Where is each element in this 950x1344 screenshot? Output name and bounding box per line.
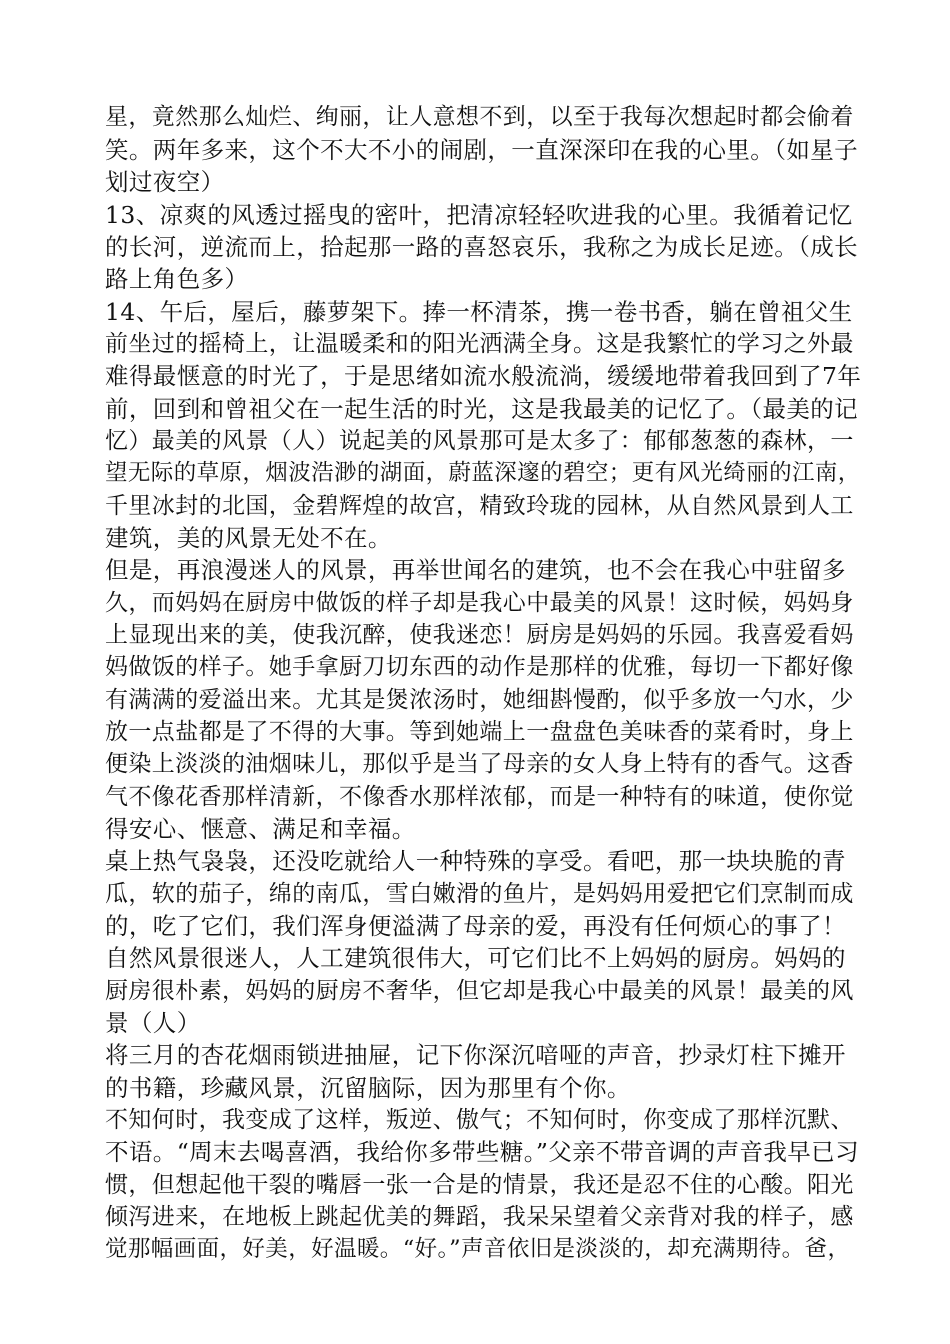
text-line: 有满满的爱溢出来。尤其是煲浓汤时，她细斟慢酌，似乎多放一勺水，少 bbox=[105, 687, 854, 713]
text-line: 14、午后，屋后，藤萝架下。捧一杯清茶，携一卷书香，躺在曾祖父生 bbox=[105, 298, 853, 326]
text-line: 星，竟然那么灿烂、绚丽，让人意想不到，以至于我每次想起时都会偷着 bbox=[105, 104, 854, 130]
text-line: 划过夜空） bbox=[105, 168, 225, 196]
text-line: 建筑，美的风景无处不在。 bbox=[105, 524, 392, 552]
text-line: 将三月的杏花烟雨锁进抽屉，记下你深沉喑哑的声音，抄录灯柱下摊开 bbox=[105, 1041, 846, 1069]
text-line: 忆）最美的风景（人）说起美的风景那可是太多了：郁郁葱葱的森林，一 bbox=[105, 428, 854, 454]
text-line: 瓜，软的茄子，绵的南瓜，雪白嫩滑的鱼片，是妈妈用爱把它们烹制而成 bbox=[105, 881, 854, 907]
text-line: 前坐过的摇椅上，让温暖柔和的阳光洒满全身。这是我繁忙的学习之外最 bbox=[105, 331, 854, 357]
text-line: 千里冰封的北国，金碧辉煌的故宫，精致玲珑的园林，从自然风景到人工 bbox=[105, 493, 854, 519]
text-line: 路上角色多） bbox=[105, 265, 249, 293]
text-line: 难得最惬意的时光了，于是思绪如流水般流淌，缓缓地带着我回到了7年 bbox=[105, 362, 862, 390]
text-line: 惯，但想起他干裂的嘴唇一张一合是的情景，我还是忍不住的心酸。阳光 bbox=[105, 1172, 854, 1198]
text-line: 桌上热气袅袅，还没吃就给人一种特殊的享受。看吧，那一块块脆的青 bbox=[105, 847, 846, 875]
text-line: 前，回到和曾祖父在一起生活的时光，这是我最美的记忆了。（最美的记 bbox=[105, 395, 859, 423]
text-line: 13、凉爽的风透过摇曳的密叶，把清凉轻轻吹进我的心里。我循着记忆 bbox=[105, 201, 853, 229]
text-line: 的书籍，珍藏风景，沉留脑际，因为那里有个你。 bbox=[105, 1074, 631, 1102]
text-line: 但是，再浪漫迷人的风景，再举世闻名的建筑，也不会在我心中驻留多 bbox=[105, 556, 846, 584]
text-line: 倾泻进来，在地板上跳起优美的舞蹈，我呆呆望着父亲背对我的样子，感 bbox=[105, 1204, 854, 1230]
text-line: 的长河，逆流而上，拾起那一路的喜怒哀乐，我称之为成长足迹。（成长 bbox=[105, 233, 859, 261]
text-line: 景（人） bbox=[105, 1009, 201, 1037]
text-line: 觉那幅画面，好美，好温暖。“好。”声音依旧是淡淡的，却充满期待。爸， bbox=[105, 1236, 851, 1262]
text-line: 得安心、惬意、满足和幸福。 bbox=[105, 815, 416, 843]
text-line: 厨房很朴素，妈妈的厨房不奢华，但它却是我心中最美的风景！最美的风 bbox=[105, 978, 854, 1004]
text-line: 不知何时，我变成了这样，叛逆、傲气；不知何时，你变成了那样沉默、 bbox=[105, 1107, 854, 1133]
text-line: 望无际的草原，烟波浩渺的湖面，蔚蓝深邃的碧空；更有风光绮丽的江南， bbox=[105, 460, 861, 486]
text-line: 不语。“周末去喝喜酒，我给你多带些糖。”父亲不带音调的声音我早已习 bbox=[105, 1138, 859, 1166]
text-line: 笑。两年多来，这个不大不小的闹剧，一直深深印在我的心里。（如星子 bbox=[105, 136, 859, 164]
text-line: 上显现出来的美，使我沉醉，使我迷恋！厨房是妈妈的乐园。我喜爱看妈 bbox=[105, 622, 854, 648]
text-line: 气不像花香那样清新，不像香水那样浓郁，而是一种特有的味道，使你觉 bbox=[105, 784, 854, 810]
text-line: 的，吃了它们，我们浑身便溢满了母亲的爱，再没有任何烦心的事了！ bbox=[105, 912, 846, 940]
text-line: 自然风景很迷人，人工建筑很伟大，可它们比不上妈妈的厨房。妈妈的 bbox=[105, 944, 846, 972]
text-line: 便染上淡淡的油烟味儿，那似乎是当了母亲的女人身上特有的香气。这香 bbox=[105, 751, 854, 777]
text-line: 久，而妈妈在厨房中做饭的样子却是我心中最美的风景！这时候，妈妈身 bbox=[105, 590, 854, 616]
text-line: 放一点盐都是了不得的大事。等到她端上一盘盘色美味香的菜肴时，身上 bbox=[105, 719, 854, 745]
text-line: 妈做饭的样子。她手拿厨刀切东西的动作是那样的优雅，每切一下都好像 bbox=[105, 654, 854, 680]
